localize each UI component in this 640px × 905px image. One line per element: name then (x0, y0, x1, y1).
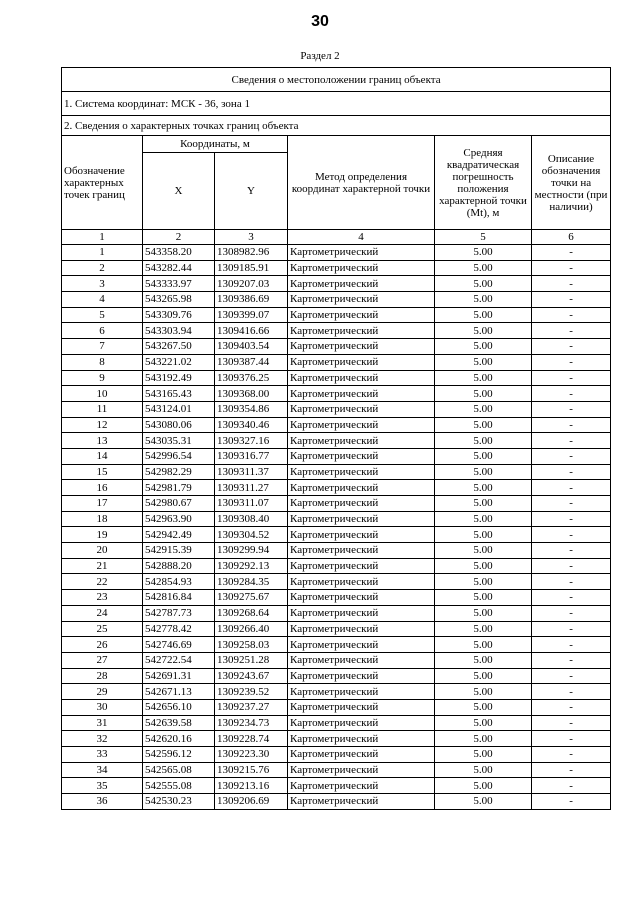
y-cell: 1309206.69 (215, 794, 288, 810)
error-cell: 5.00 (435, 496, 532, 512)
y-cell: 1309376.25 (215, 370, 288, 386)
error-cell: 5.00 (435, 307, 532, 323)
method-cell: Картометрический (288, 762, 435, 778)
y-cell: 1309213.16 (215, 778, 288, 794)
table-row (62, 417, 611, 433)
point-name-cell: 15 (62, 464, 143, 480)
point-name-cell: 8 (62, 354, 143, 370)
x-cell: 543165.43 (143, 386, 215, 402)
x-cell: 542746.69 (143, 637, 215, 653)
y-cell: 1309304.52 (215, 527, 288, 543)
point-name-cell: 6 (62, 323, 143, 339)
point-name-cell: 32 (62, 731, 143, 747)
point-name-cell: 23 (62, 590, 143, 606)
coordinate-system: 1. Система координат: МСК - 36, зона 1 (62, 92, 611, 116)
x-cell: 542963.90 (143, 511, 215, 527)
table-body (62, 245, 611, 810)
y-cell: 1309275.67 (215, 590, 288, 606)
error-cell: 5.00 (435, 637, 532, 653)
error-cell: 5.00 (435, 543, 532, 559)
y-cell: 1309327.16 (215, 433, 288, 449)
table-row (62, 276, 611, 292)
table-row (62, 715, 611, 731)
method-cell: Картометрический (288, 543, 435, 559)
method-cell: Картометрический (288, 386, 435, 402)
table-title: Сведения о местоположении границ объекта (62, 68, 611, 92)
point-name-cell: 22 (62, 574, 143, 590)
description-cell: - (532, 339, 611, 355)
table-row (62, 621, 611, 637)
point-name-cell: 21 (62, 558, 143, 574)
method-cell: Картометрический (288, 684, 435, 700)
error-cell: 5.00 (435, 684, 532, 700)
y-cell: 1309299.94 (215, 543, 288, 559)
points-title-row (62, 116, 611, 136)
table-row (62, 245, 611, 261)
description-cell: - (532, 448, 611, 464)
error-cell: 5.00 (435, 747, 532, 763)
method-cell: Картометрический (288, 370, 435, 386)
y-cell: 1309223.30 (215, 747, 288, 763)
y-cell: 1309386.69 (215, 292, 288, 308)
error-cell: 5.00 (435, 511, 532, 527)
error-cell: 5.00 (435, 386, 532, 402)
error-cell: 5.00 (435, 245, 532, 261)
error-cell: 5.00 (435, 621, 532, 637)
y-cell: 1309258.03 (215, 637, 288, 653)
method-cell: Картометрический (288, 245, 435, 261)
column-number: 5 (435, 230, 532, 245)
x-cell: 542656.10 (143, 699, 215, 715)
y-cell: 1308982.96 (215, 245, 288, 261)
table-row (62, 574, 611, 590)
table-row (62, 323, 611, 339)
error-cell: 5.00 (435, 715, 532, 731)
method-cell: Картометрический (288, 731, 435, 747)
description-cell: - (532, 323, 611, 339)
page-number: 30 (311, 13, 329, 30)
table-row (62, 731, 611, 747)
table-row (62, 637, 611, 653)
error-cell: 5.00 (435, 433, 532, 449)
method-cell: Картометрический (288, 276, 435, 292)
section-title: Раздел 2 (300, 50, 340, 62)
method-cell: Картометрический (288, 401, 435, 417)
point-name-cell: 28 (62, 668, 143, 684)
x-cell: 543267.50 (143, 339, 215, 355)
point-name-cell: 34 (62, 762, 143, 778)
y-cell: 1309416.66 (215, 323, 288, 339)
x-cell: 543192.49 (143, 370, 215, 386)
point-name-cell: 31 (62, 715, 143, 731)
description-cell: - (532, 543, 611, 559)
method-cell: Картометрический (288, 778, 435, 794)
error-cell: 5.00 (435, 652, 532, 668)
point-name-cell: 36 (62, 794, 143, 810)
y-cell: 1309308.40 (215, 511, 288, 527)
error-cell: 5.00 (435, 448, 532, 464)
boundary-points-table (61, 67, 611, 810)
y-cell: 1309228.74 (215, 731, 288, 747)
error-cell: 5.00 (435, 276, 532, 292)
description-cell: - (532, 401, 611, 417)
point-name-cell: 33 (62, 747, 143, 763)
y-cell: 1309311.27 (215, 480, 288, 496)
error-cell: 5.00 (435, 731, 532, 747)
error-cell: 5.00 (435, 323, 532, 339)
method-cell: Картометрический (288, 699, 435, 715)
description-cell: - (532, 527, 611, 543)
point-name-cell: 20 (62, 543, 143, 559)
x-cell: 543358.20 (143, 245, 215, 261)
method-cell: Картометрический (288, 668, 435, 684)
description-cell: - (532, 699, 611, 715)
error-cell: 5.00 (435, 762, 532, 778)
point-name-cell: 16 (62, 480, 143, 496)
description-cell: - (532, 762, 611, 778)
y-cell: 1309266.40 (215, 621, 288, 637)
method-cell: Картометрический (288, 292, 435, 308)
x-cell: 542980.67 (143, 496, 215, 512)
method-cell: Картометрический (288, 448, 435, 464)
x-cell: 542996.54 (143, 448, 215, 464)
description-cell: - (532, 637, 611, 653)
error-cell: 5.00 (435, 574, 532, 590)
header-description: Описание обозначения точки на местности (при наличии) (532, 136, 611, 230)
description-cell: - (532, 354, 611, 370)
x-cell: 542778.42 (143, 621, 215, 637)
method-cell: Картометрический (288, 558, 435, 574)
table-row (62, 590, 611, 606)
point-name-cell: 25 (62, 621, 143, 637)
point-name-cell: 18 (62, 511, 143, 527)
point-name-cell: 7 (62, 339, 143, 355)
error-cell: 5.00 (435, 527, 532, 543)
table-row (62, 496, 611, 512)
description-cell: - (532, 590, 611, 606)
error-cell: 5.00 (435, 339, 532, 355)
point-name-cell: 14 (62, 448, 143, 464)
description-cell: - (532, 417, 611, 433)
error-cell: 5.00 (435, 464, 532, 480)
error-cell: 5.00 (435, 794, 532, 810)
x-cell: 543303.94 (143, 323, 215, 339)
table-row (62, 543, 611, 559)
y-cell: 1309284.35 (215, 574, 288, 590)
table-row (62, 401, 611, 417)
description-cell: - (532, 715, 611, 731)
description-cell: - (532, 652, 611, 668)
table-row (62, 668, 611, 684)
description-cell: - (532, 292, 611, 308)
x-cell: 542722.54 (143, 652, 215, 668)
error-cell: 5.00 (435, 668, 532, 684)
y-cell: 1309399.07 (215, 307, 288, 323)
method-cell: Картометрический (288, 417, 435, 433)
y-cell: 1309237.27 (215, 699, 288, 715)
table-row (62, 448, 611, 464)
method-cell: Картометрический (288, 794, 435, 810)
method-cell: Картометрический (288, 637, 435, 653)
y-cell: 1309311.37 (215, 464, 288, 480)
y-cell: 1309234.73 (215, 715, 288, 731)
description-cell: - (532, 731, 611, 747)
x-cell: 543035.31 (143, 433, 215, 449)
table-row (62, 699, 611, 715)
y-cell: 1309207.03 (215, 276, 288, 292)
x-cell: 542942.49 (143, 527, 215, 543)
y-cell: 1309403.54 (215, 339, 288, 355)
description-cell: - (532, 747, 611, 763)
header-error: Средняя квадратическая погрешность положения характерной точки (Mt), м (435, 136, 532, 230)
x-cell: 542888.20 (143, 558, 215, 574)
point-name-cell: 2 (62, 260, 143, 276)
coordinate-system-row (62, 92, 611, 116)
point-name-cell: 13 (62, 433, 143, 449)
header-x: X (143, 153, 215, 230)
x-cell: 542854.93 (143, 574, 215, 590)
error-cell: 5.00 (435, 260, 532, 276)
method-cell: Картометрический (288, 464, 435, 480)
description-cell: - (532, 605, 611, 621)
method-cell: Картометрический (288, 652, 435, 668)
point-name-cell: 12 (62, 417, 143, 433)
header-point: Обозначение характерных точек границ (62, 136, 143, 230)
error-cell: 5.00 (435, 370, 532, 386)
header-method: Метод определения координат характерной точки (288, 136, 435, 230)
description-cell: - (532, 621, 611, 637)
error-cell: 5.00 (435, 590, 532, 606)
table-row (62, 527, 611, 543)
description-cell: - (532, 496, 611, 512)
x-cell: 543080.06 (143, 417, 215, 433)
point-name-cell: 26 (62, 637, 143, 653)
method-cell: Картометрический (288, 339, 435, 355)
x-cell: 542691.31 (143, 668, 215, 684)
method-cell: Картометрический (288, 354, 435, 370)
table-row (62, 480, 611, 496)
description-cell: - (532, 276, 611, 292)
header-coords: Координаты, м (143, 136, 288, 153)
y-cell: 1309292.13 (215, 558, 288, 574)
x-cell: 542639.58 (143, 715, 215, 731)
point-name-cell: 27 (62, 652, 143, 668)
error-cell: 5.00 (435, 354, 532, 370)
point-name-cell: 30 (62, 699, 143, 715)
table-row (62, 339, 611, 355)
point-name-cell: 3 (62, 276, 143, 292)
description-cell: - (532, 464, 611, 480)
method-cell: Картометрический (288, 323, 435, 339)
description-cell: - (532, 245, 611, 261)
table-row (62, 511, 611, 527)
y-cell: 1309268.64 (215, 605, 288, 621)
point-name-cell: 35 (62, 778, 143, 794)
column-number: 2 (143, 230, 215, 245)
description-cell: - (532, 307, 611, 323)
table-row (62, 558, 611, 574)
x-cell: 543265.98 (143, 292, 215, 308)
y-cell: 1309354.86 (215, 401, 288, 417)
description-cell: - (532, 511, 611, 527)
point-name-cell: 5 (62, 307, 143, 323)
description-cell: - (532, 433, 611, 449)
point-name-cell: 29 (62, 684, 143, 700)
point-name-cell: 10 (62, 386, 143, 402)
column-number: 1 (62, 230, 143, 245)
method-cell: Картометрический (288, 527, 435, 543)
description-cell: - (532, 386, 611, 402)
error-cell: 5.00 (435, 401, 532, 417)
point-name-cell: 4 (62, 292, 143, 308)
y-cell: 1309215.76 (215, 762, 288, 778)
description-cell: - (532, 574, 611, 590)
error-cell: 5.00 (435, 605, 532, 621)
description-cell: - (532, 778, 611, 794)
column-number: 3 (215, 230, 288, 245)
x-cell: 542530.23 (143, 794, 215, 810)
method-cell: Картометрический (288, 590, 435, 606)
error-cell: 5.00 (435, 417, 532, 433)
column-number: 4 (288, 230, 435, 245)
x-cell: 542816.84 (143, 590, 215, 606)
method-cell: Картометрический (288, 260, 435, 276)
table-row (62, 370, 611, 386)
point-name-cell: 17 (62, 496, 143, 512)
table-row (62, 260, 611, 276)
x-cell: 542671.13 (143, 684, 215, 700)
y-cell: 1309311.07 (215, 496, 288, 512)
method-cell: Картометрический (288, 511, 435, 527)
x-cell: 542596.12 (143, 747, 215, 763)
column-number: 6 (532, 230, 611, 245)
table-row (62, 747, 611, 763)
method-cell: Картометрический (288, 496, 435, 512)
x-cell: 543282.44 (143, 260, 215, 276)
table-row (62, 778, 611, 794)
table-row (62, 464, 611, 480)
x-cell: 543333.97 (143, 276, 215, 292)
error-cell: 5.00 (435, 292, 532, 308)
method-cell: Картометрический (288, 574, 435, 590)
x-cell: 543124.01 (143, 401, 215, 417)
description-cell: - (532, 370, 611, 386)
x-cell: 542787.73 (143, 605, 215, 621)
x-cell: 542565.08 (143, 762, 215, 778)
column-number-row (62, 230, 611, 245)
table-row (62, 684, 611, 700)
table-row (62, 605, 611, 621)
table-row (62, 794, 611, 810)
error-cell: 5.00 (435, 778, 532, 794)
table-row (62, 652, 611, 668)
description-cell: - (532, 260, 611, 276)
method-cell: Картометрический (288, 433, 435, 449)
header-row-1 (62, 136, 611, 153)
header-y: Y (215, 153, 288, 230)
x-cell: 543221.02 (143, 354, 215, 370)
description-cell: - (532, 794, 611, 810)
table-row (62, 354, 611, 370)
point-name-cell: 9 (62, 370, 143, 386)
error-cell: 5.00 (435, 558, 532, 574)
x-cell: 542982.29 (143, 464, 215, 480)
table-row (62, 386, 611, 402)
y-cell: 1309239.52 (215, 684, 288, 700)
method-cell: Картометрический (288, 621, 435, 637)
x-cell: 542915.39 (143, 543, 215, 559)
description-cell: - (532, 480, 611, 496)
y-cell: 1309387.44 (215, 354, 288, 370)
x-cell: 543309.76 (143, 307, 215, 323)
table-row (62, 433, 611, 449)
point-name-cell: 11 (62, 401, 143, 417)
error-cell: 5.00 (435, 699, 532, 715)
table-row (62, 762, 611, 778)
y-cell: 1309243.67 (215, 668, 288, 684)
table-title-row (62, 68, 611, 92)
description-cell: - (532, 558, 611, 574)
points-title: 2. Сведения о характерных точках границ объекта (62, 116, 611, 136)
description-cell: - (532, 684, 611, 700)
method-cell: Картометрический (288, 715, 435, 731)
table-row (62, 292, 611, 308)
error-cell: 5.00 (435, 480, 532, 496)
method-cell: Картометрический (288, 480, 435, 496)
table-row (62, 307, 611, 323)
y-cell: 1309316.77 (215, 448, 288, 464)
point-name-cell: 19 (62, 527, 143, 543)
x-cell: 542981.79 (143, 480, 215, 496)
description-cell: - (532, 668, 611, 684)
x-cell: 542620.16 (143, 731, 215, 747)
point-name-cell: 1 (62, 245, 143, 261)
y-cell: 1309368.00 (215, 386, 288, 402)
method-cell: Картометрический (288, 605, 435, 621)
y-cell: 1309340.46 (215, 417, 288, 433)
method-cell: Картометрический (288, 747, 435, 763)
method-cell: Картометрический (288, 307, 435, 323)
y-cell: 1309185.91 (215, 260, 288, 276)
point-name-cell: 24 (62, 605, 143, 621)
y-cell: 1309251.28 (215, 652, 288, 668)
x-cell: 542555.08 (143, 778, 215, 794)
